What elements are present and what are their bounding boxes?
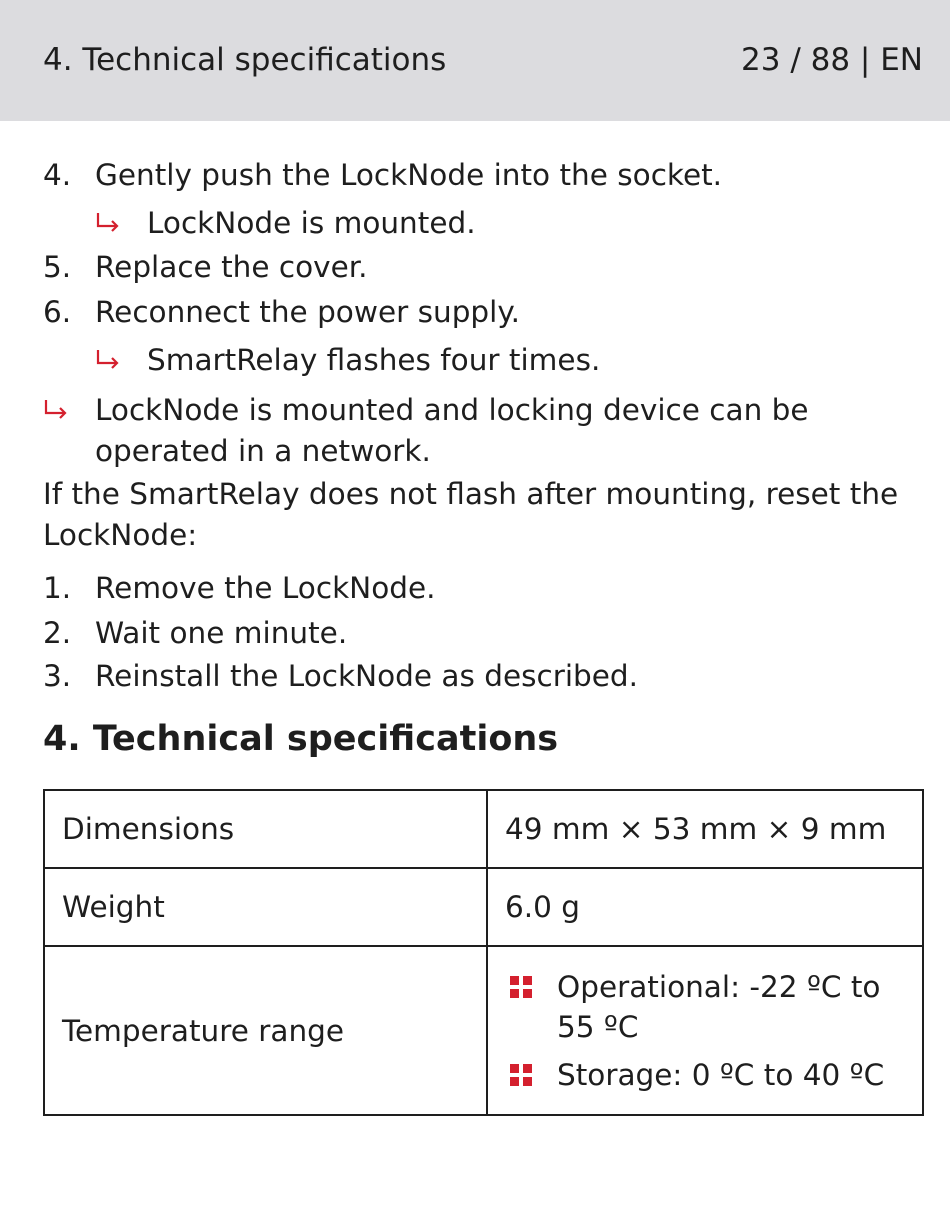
step-text: Replace the cover. [95,250,368,284]
storage-temp: Storage: 0 ºC to 40 ºC [557,1057,885,1092]
step-text: Gently push the LockNode into the socket. [95,158,723,192]
step-result: LockNode is mounted. [147,206,476,240]
result-arrow-icon [95,203,125,243]
step-result: SmartRelay flashes four times. [147,343,601,377]
reset-note-line: LockNode: [43,518,198,552]
spec-table [43,789,924,1116]
page-number: 23 / 88 | EN [741,42,923,78]
operational-temp-line: Operational: -22 ºC to [557,969,881,1004]
step-number: 6. [43,295,72,329]
header-title: 4. Technical specifications [43,42,447,78]
step-text: Reinstall the LockNode as described. [95,659,639,693]
spec-value: 49 mm × 53 mm × 9 mm [487,790,923,868]
list-item [505,1055,922,1095]
spec-value [487,946,923,1115]
result-arrow-icon [95,340,125,380]
spec-value: 6.0 g [487,868,923,946]
step-number: 2. [43,616,72,650]
spec-label: Dimensions [44,790,487,868]
section-title: 4. Technical specifications [43,719,559,759]
spec-label: Temperature range [44,946,487,1115]
operational-temp-line: 55 ºC [557,1009,639,1044]
table-row [44,868,923,946]
result-arrow-icon [43,390,73,430]
step-text: Reconnect the power supply. [95,295,520,329]
step-number: 1. [43,571,72,605]
table-row [44,946,923,1115]
temperature-list [505,967,922,1095]
final-result-line: LockNode is mounted and locking device can be [95,393,809,427]
step-text: Wait one minute. [95,616,348,650]
final-result-line: operated in a network. [95,434,431,468]
step-number: 4. [43,158,72,192]
four-square-bullet-icon [510,1064,532,1086]
four-square-bullet-icon [510,976,532,998]
table-row [44,790,923,868]
step-number: 5. [43,250,72,284]
reset-note-line: If the SmartRelay does not flash after mounting, reset the [43,477,899,511]
spec-label: Weight [44,868,487,946]
list-item [505,967,922,1047]
step-text: Remove the LockNode. [95,571,436,605]
page-header [0,0,950,121]
step-number: 3. [43,659,72,693]
